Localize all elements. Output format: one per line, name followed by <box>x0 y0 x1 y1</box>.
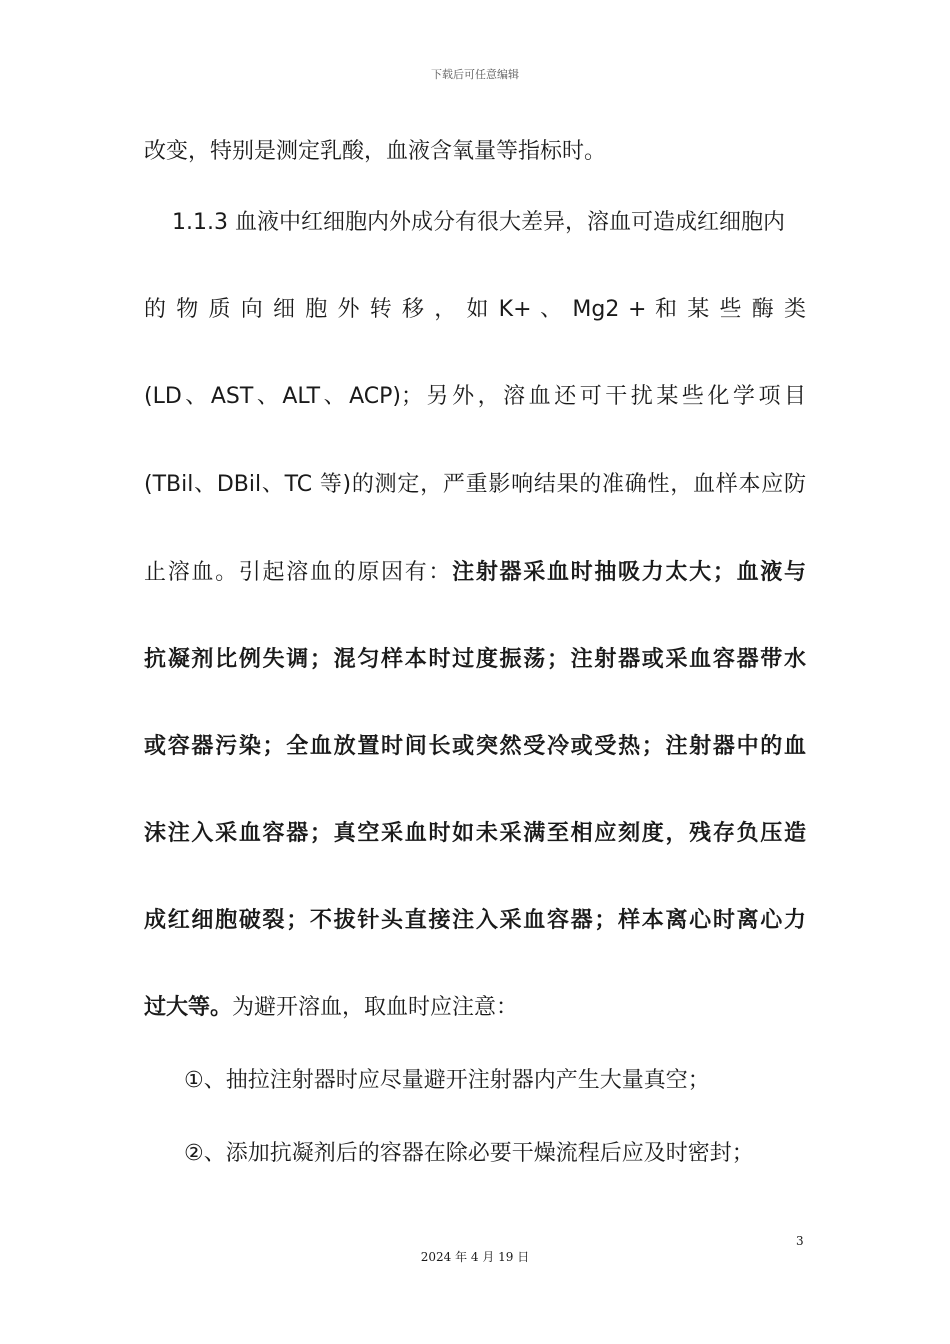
list-item: ②、添加抗凝剂后的容器在除必要干燥流程后应及时密封； <box>184 1141 754 1166</box>
text-line: 抗凝剂比例失调；混匀样本时过度振荡；注射器或采血容器带水 <box>144 647 806 672</box>
text-span: 止溶血。引起溶血的原因有： <box>144 560 453 585</box>
text-line: 或容器污染；全血放置时间长或突然受冷或受热；注射器中的血 <box>144 734 806 759</box>
bold-text-span: 注射器采血时抽吸力太大；血液与 <box>452 560 806 585</box>
text-line <box>144 993 518 1023</box>
text-line: 改变，特别是测定乳酸，血液含氧量等指标时。 <box>144 139 607 164</box>
text-span: 为避开溶血，取血时应注意： <box>232 995 519 1020</box>
text-line: (LD、AST、ALT、ACP)；另外，溶血还可干扰某些化学项目 <box>144 384 806 409</box>
page-header: 下载后可任意编辑 <box>431 68 519 81</box>
text-line <box>144 558 806 588</box>
footer-date: 2024 年 4 月 19 日 <box>420 1250 530 1264</box>
text-line: 的 物 质 向 细 胞 外 转 移 ， 如 K+ 、 Mg2 + 和 某 些 酶 类 <box>144 297 806 322</box>
bold-text-span: 过大等。 <box>144 995 233 1020</box>
text-line: 1.1.3 血液中红细胞内外成分有很大差异，溶血可造成红细胞内 <box>172 210 785 235</box>
text-line: 沫注入采血容器；真空采血时如未采满至相应刻度，残存负压造 <box>144 821 806 846</box>
text-line: 成红细胞破裂；不拔针头直接注入采血容器；样本离心时离心力 <box>144 908 806 933</box>
page-number: 3 <box>796 1234 804 1248</box>
text-line: (TBil、DBil、TC 等)的测定，严重影响结果的准确性，血样本应防 <box>144 472 806 497</box>
list-item: ①、抽拉注射器时应尽量避开注射器内产生大量真空； <box>184 1068 710 1093</box>
